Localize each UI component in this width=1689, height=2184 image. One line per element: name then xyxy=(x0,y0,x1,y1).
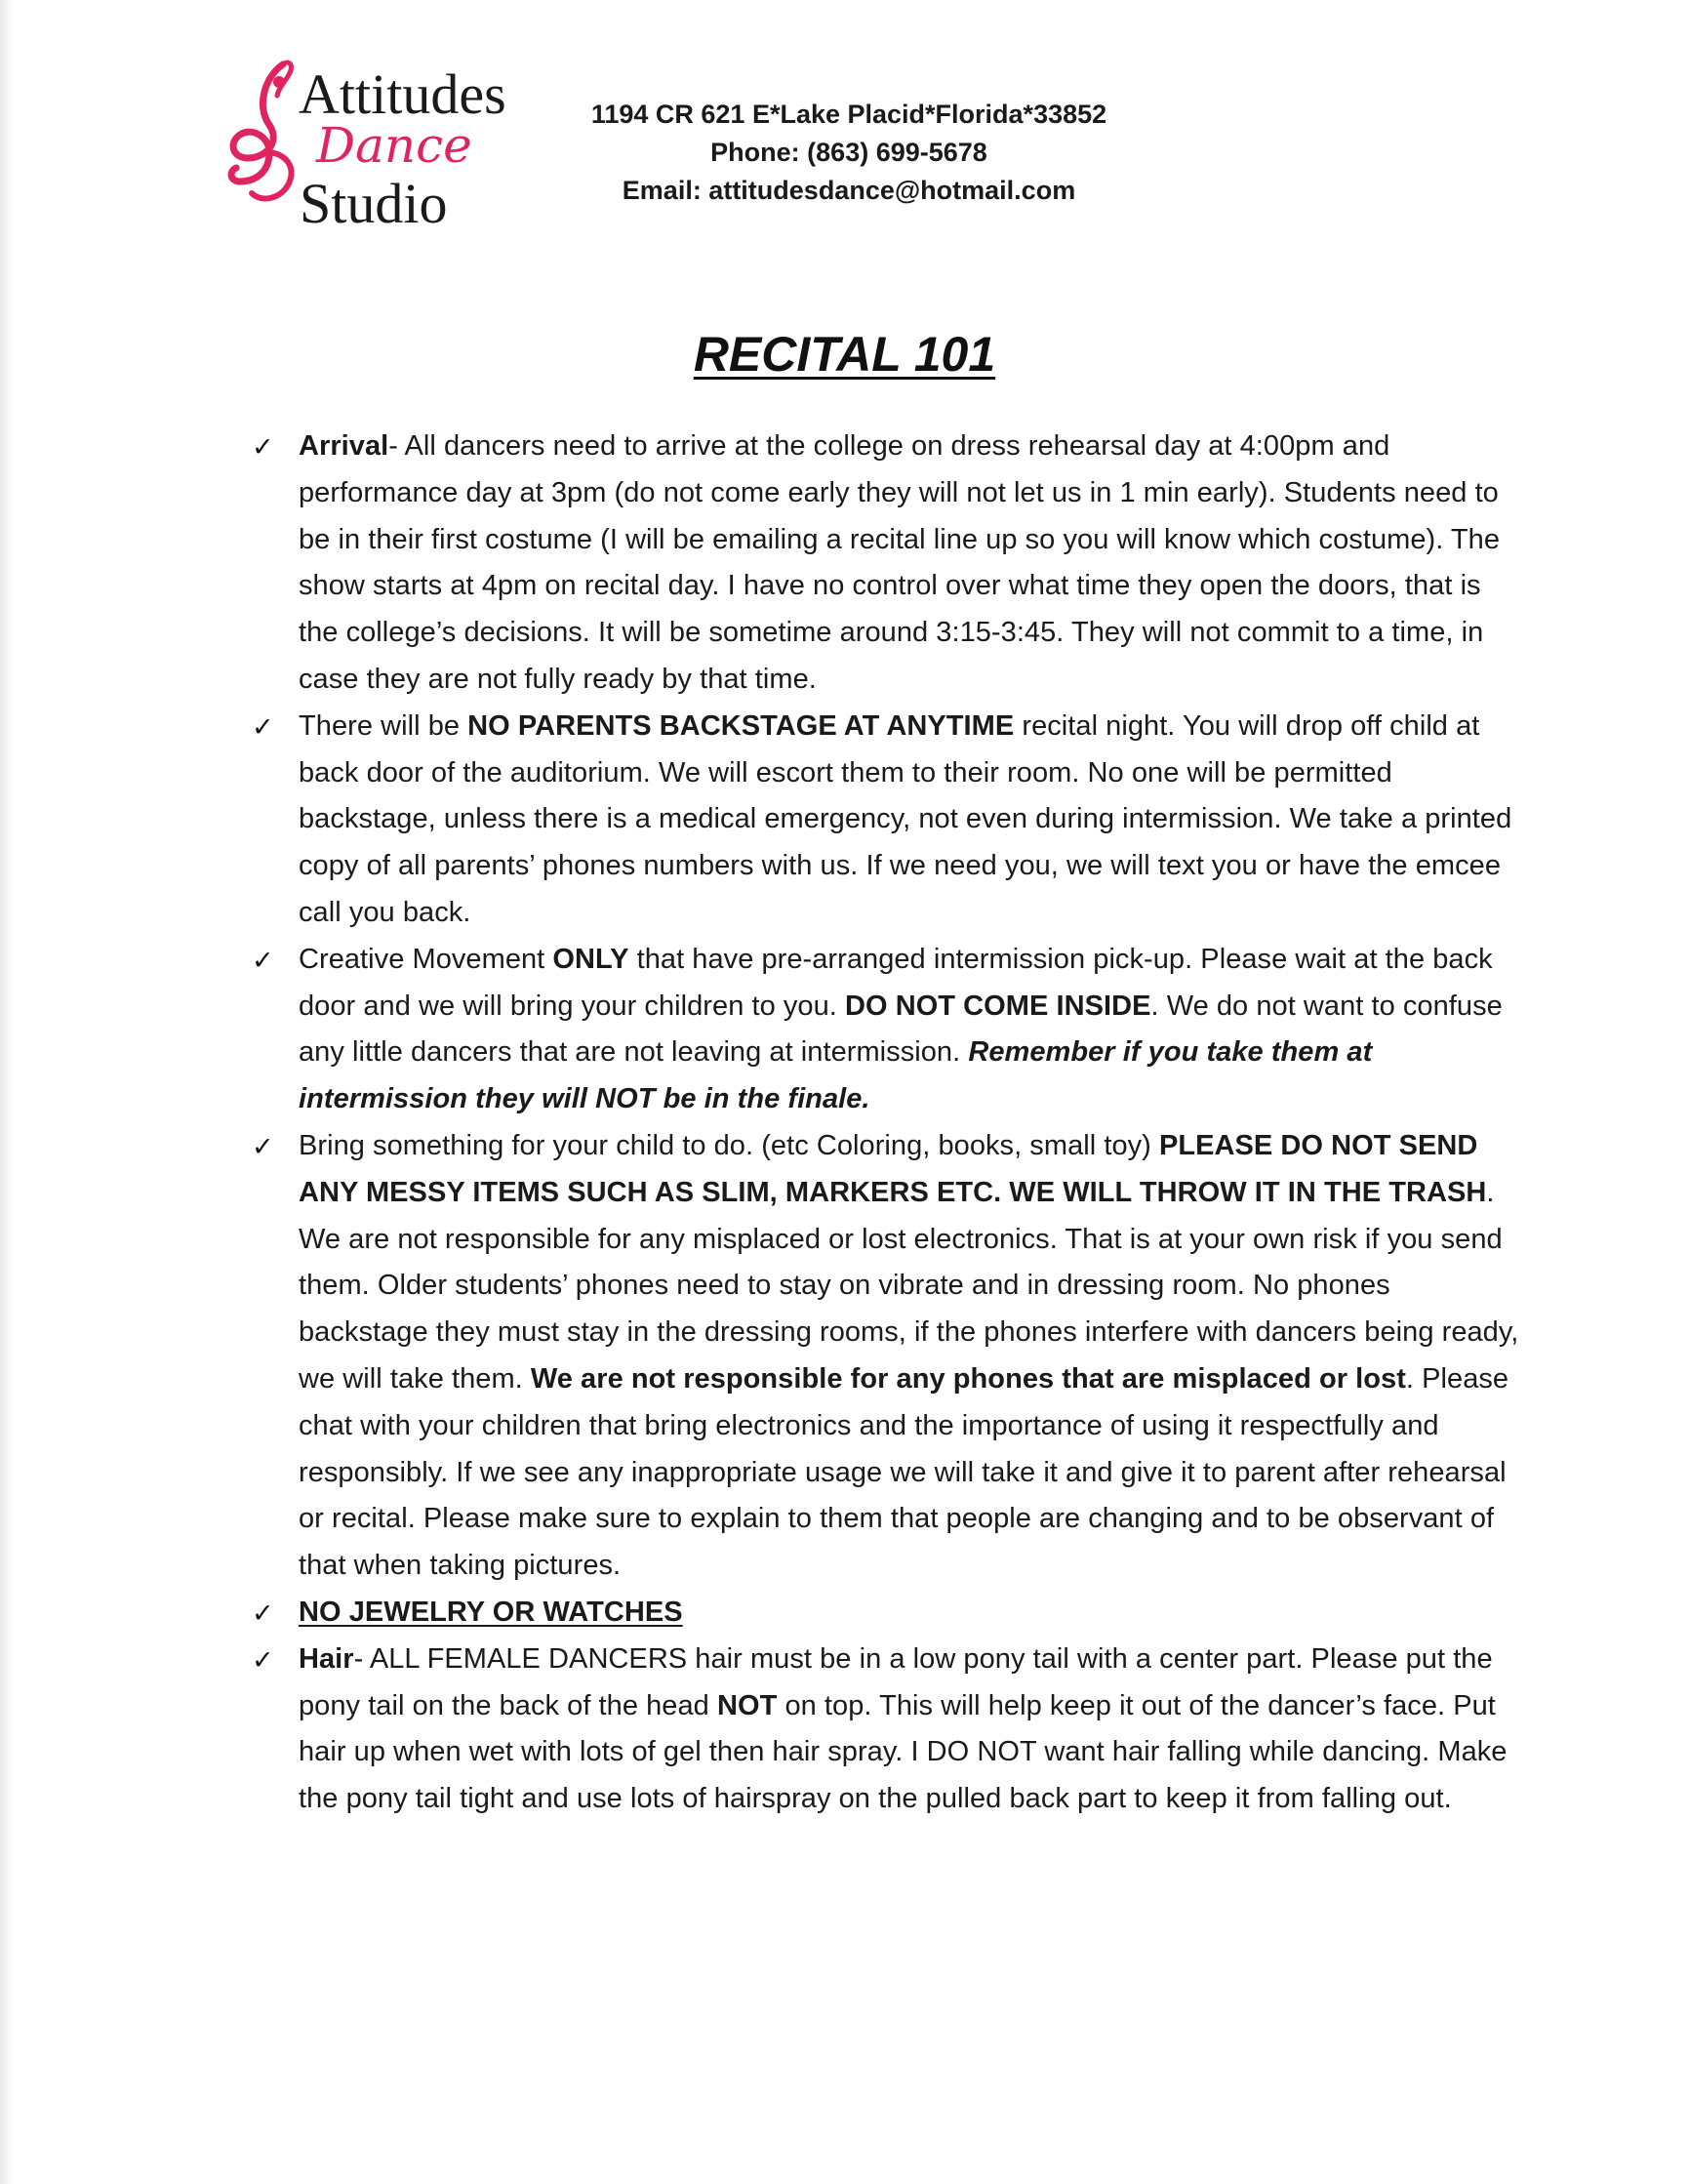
item-body: - All dancers need to arrive at the college on dress rehearsal day at 4:00pm and performance day at 3pm (do not come early they will not let us in 1 min early). Students need to be in their first costume (I will be emailing a recital line up so you will know which costume). The show starts at 4pm on recital day. I have no control over what time they open the doors, that is the college’s decisions. It will be sometime around 3:15-3:45. They will not commit to a time, in case they are not fully ready by that time. xyxy=(299,430,1501,695)
item-emphasis-italic: Remember if you take them at intermission they will NOT be in the finale. xyxy=(299,1036,1373,1115)
list-item-no-jewelry xyxy=(252,1590,1520,1637)
list-item-no-parents-backstage xyxy=(252,704,1520,937)
list-item-text xyxy=(299,1590,1520,1637)
list-item-text xyxy=(299,1637,1520,1823)
item-body: recital night. You will drop off child at back door of the auditorium. We will escort them to their room. No one will be permitted backstage, unless there is a medical emergency, not even during intermission. We take a printed copy of all parents’ phones numbers with us. If we need you, we will text you or have the emcee call you back. xyxy=(299,709,1512,928)
item-emphasis: ONLY xyxy=(552,943,629,975)
contact-block xyxy=(546,96,1151,210)
item-body-pre: Creative Movement xyxy=(299,943,553,975)
checkmark-icon: ✓ xyxy=(252,1644,274,1676)
recital-checklist xyxy=(252,424,1520,1823)
item-emphasis: NOT xyxy=(716,1689,778,1721)
page-title: RECITAL 101 xyxy=(693,327,996,382)
item-body: on top. This will help keep it out of the dancer’s face. Put hair up when wet with lots of gel then hair spray. I DO NOT want hair falling while dancing. Make the pony tail tight and use lots of hairspray on the pulled back part to keep it from falling out. xyxy=(299,1689,1508,1815)
item-body-post: . We do not want to confuse any little dancers that are not leaving at intermission. xyxy=(299,990,1503,1069)
item-body-post: . Please chat with your children that bring electronics and the importance of using it respectfully and responsibly. If we see any inappropriate usage we will take it and give it to parent after rehearsal or recital. Please make sure to explain to them that people are changing and to be observant of that when taking pictures. xyxy=(299,1362,1509,1582)
item-body-pre: Bring something for your child to do. (etc Coloring, books, small toy) xyxy=(299,1129,1159,1161)
letterhead xyxy=(0,0,1689,254)
logo-word-studio: Studio xyxy=(300,172,448,235)
item-emphasis: PLEASE DO NOT SEND ANY MESSY ITEMS SUCH AS SLIM, MARKERS ETC. WE WILL THROW IT IN THE TRASH xyxy=(299,1129,1487,1208)
list-item-hair xyxy=(252,1637,1520,1823)
list-item-text xyxy=(299,424,1520,704)
checkmark-icon: ✓ xyxy=(252,1131,274,1162)
list-item-creative-movement xyxy=(252,937,1520,1123)
item-body-mid: . We are not responsible for any misplaced or lost electronics. That is at your own risk if you send them. Older students’ phones need to stay on vibrate and in dressing room. No phones backstage they must stay in the dressing rooms, if the phones interfere with dancers being ready, we will take them. xyxy=(299,1176,1519,1395)
checkmark-icon: ✓ xyxy=(252,711,274,743)
checkmark-icon: ✓ xyxy=(252,945,274,976)
item-body-pre: There will be xyxy=(299,709,468,742)
list-item-arrival xyxy=(252,424,1520,704)
list-item-bring-something xyxy=(252,1123,1520,1590)
list-item-text xyxy=(299,1123,1520,1590)
item-emphasis: We are not responsible for any phones that are misplaced or lost xyxy=(530,1362,1406,1395)
studio-logo xyxy=(226,57,539,242)
item-emphasis: DO NOT COME INSIDE xyxy=(845,990,1151,1022)
checkmark-icon: ✓ xyxy=(252,432,274,463)
item-label: Hair xyxy=(299,1642,354,1675)
item-emphasis: NO PARENTS BACKSTAGE AT ANYTIME xyxy=(467,709,1015,742)
item-body-mid: that have pre-arranged intermission pick-up. Please wait at the back door and we will bring your children to you. xyxy=(299,943,1493,1022)
phone-line: Phone: (863) 699-5678 xyxy=(710,138,987,167)
email-line: Email: attitudesdance@hotmail.com xyxy=(622,176,1076,205)
logo-word-attitudes: Attitudes xyxy=(299,62,506,126)
logo-word-dance: Dance xyxy=(316,117,472,174)
item-emphasis-underline: NO JEWELRY OR WATCHES xyxy=(299,1596,683,1628)
address-line: 1194 CR 621 E*Lake Placid*Florida*33852 xyxy=(590,100,1107,129)
list-item-text xyxy=(299,704,1520,937)
item-label: Arrival xyxy=(299,430,389,462)
item-body-pre: - ALL FEMALE DANCERS hair must be in a low pony tail with a center part. Please put the pony tail on the back of the head xyxy=(299,1642,1493,1721)
checkmark-icon: ✓ xyxy=(252,1598,274,1629)
list-item-text xyxy=(299,937,1520,1123)
